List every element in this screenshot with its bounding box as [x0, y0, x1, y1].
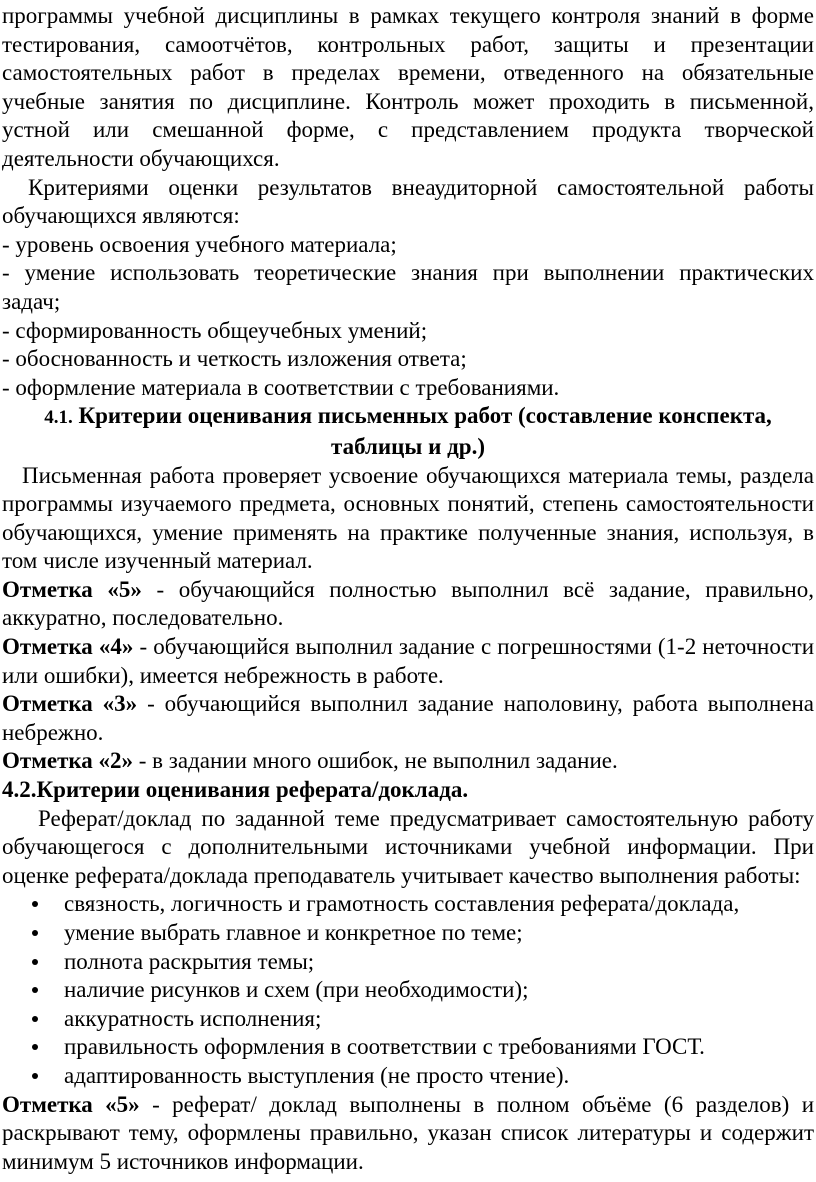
grade-text: - обучающийся выполнил задание наполовину, работа выполнена небрежно. [2, 691, 814, 745]
bullet-icon [32, 1044, 38, 1050]
list-item: правильность оформления в соответствии с требованиями ГОСТ. [30, 1033, 814, 1062]
grade-text: - обучающийся выполнил задание с погрешностями (1-2 неточности или ошибки), имеется небрежность в работе. [2, 634, 814, 688]
bullet-icon [32, 930, 38, 936]
bullet-icon [32, 1073, 38, 1079]
grade-text: - в задании много ошибок, не выполнил задание. [133, 748, 618, 774]
grade-label: Отметка «2» [2, 748, 134, 774]
grade-paragraph [2, 576, 814, 633]
grade-paragraph [2, 1091, 814, 1177]
bullet-icon [32, 901, 38, 907]
grade-label: Отметка «4» [2, 634, 134, 660]
grade-label: Отметка «5» [2, 576, 142, 602]
list-item: полнота раскрытия темы; [30, 948, 814, 977]
list-item: адаптированность выступления (не просто чтение). [30, 1062, 814, 1091]
section-title: Критерии оценивания письменных работ (составление конспекта, таблицы и др.) [78, 403, 772, 459]
criteria-item: - оформление материала в соответствии с требованиями. [2, 374, 560, 400]
grade-paragraph [2, 747, 814, 776]
criteria-intro-paragraph: Критериями оценки результатов внеаудиторной самостоятельной работы обучающихся являются: [2, 174, 814, 229]
criteria-item: - умение использовать теоретические знания при выполнении практических задач; [2, 260, 814, 314]
section-4-2-description: Реферат/доклад по заданной теме предусматривает самостоятельную работу обучающегося с дополнительными источниками учебной информации. При оценке реферата/доклада преподаватель учитывает качество выполнения работы: [2, 805, 814, 888]
bullet-icon [32, 987, 38, 993]
list-item: аккуратность исполнения; [30, 1005, 814, 1034]
section-4-1-description: Письменная работа проверяет усвоение обучающихся материала темы, раздела программы изучаемого предмета, основных понятий, степень самостоятельности обучающихся, умение применять на практике полученные знания, используя, в том числе изученный материал. [2, 462, 814, 574]
grade-label: Отметка «5» [2, 1091, 140, 1117]
list-item: умение выбрать главное и конкретное по теме; [30, 919, 814, 948]
criteria-item: - обоснованность и четкость изложения ответа; [2, 346, 467, 372]
grade-paragraph [2, 633, 814, 690]
grade-text: - обучающийся полностью выполнил всё задание, правильно, аккуратно, последовательно. [2, 576, 814, 631]
list-item: связность, логичность и грамотность составления реферата/доклада, [30, 890, 814, 919]
section-4-1-heading [2, 402, 814, 461]
section-number: 4.1. [44, 407, 73, 429]
bullet-icon [32, 1016, 38, 1022]
quality-criteria-list [2, 890, 814, 1090]
grade-paragraph [2, 690, 814, 747]
intro-paragraph: программы учебной дисциплины в рамках текущего контроля знаний в форме тестирования, самоотчётов, контрольных работ, защиты и презентации самостоятельных работ в пределах времени, отведенного на обязательные учебные занятия по дисциплине. Контроль может проходить в письменной, устной или смешанной форме, с представлением продукта творческой деятельности обучающихся. [2, 3, 814, 171]
grade-text: - реферат/ доклад выполнены в полном объёме (6 разделов) и раскрывают тему, оформлены правильно, указан список литературы и содержит минимум 5 источников информации. [2, 1091, 815, 1174]
section-4-2-heading: 4.2.Критерии оценивания реферата/доклада. [2, 777, 469, 803]
criteria-item: - сформированность общеучебных умений; [2, 317, 428, 343]
bullet-icon [32, 959, 38, 965]
list-item: наличие рисунков и схем (при необходимости); [30, 976, 814, 1005]
criteria-item: - уровень освоения учебного материала; [2, 231, 397, 257]
grade-label: Отметка «3» [2, 691, 138, 717]
